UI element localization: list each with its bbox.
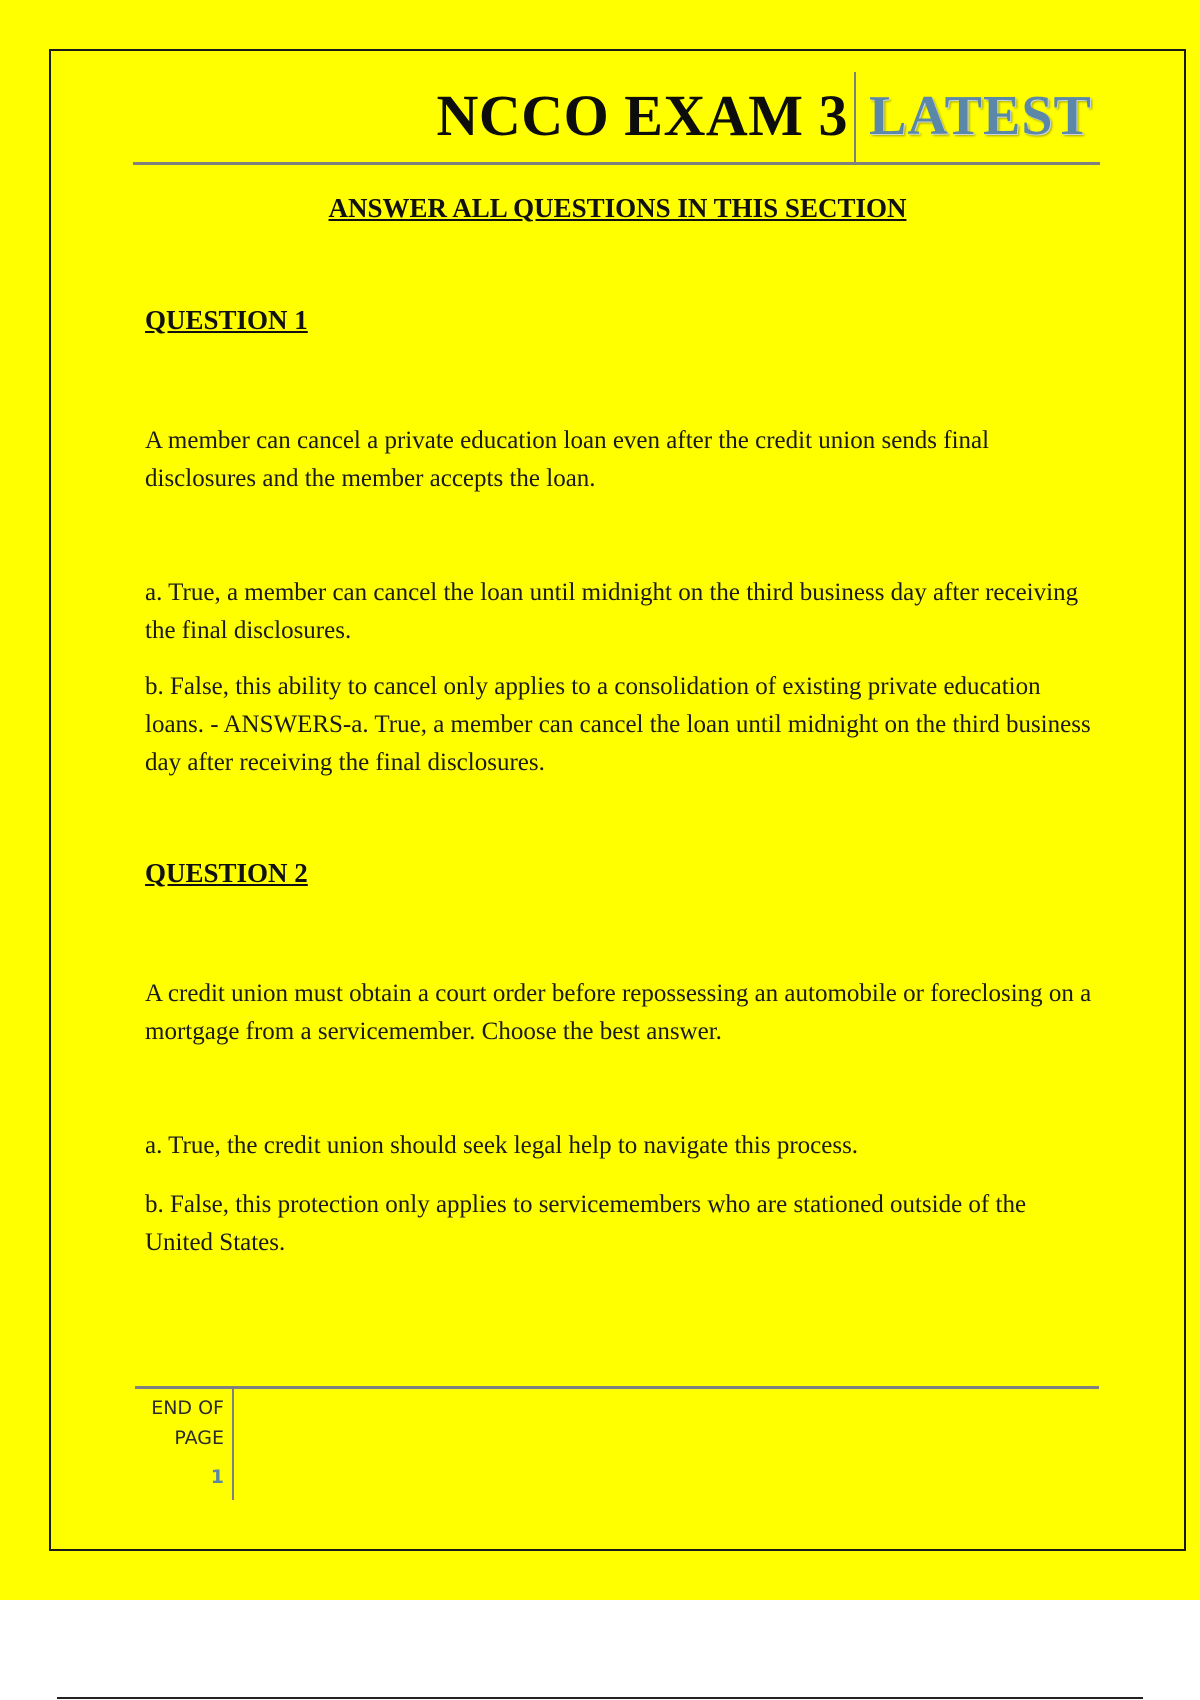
- question-2-option-a: a. True, the credit union should seek legal help to navigate this process.: [145, 1132, 859, 1159]
- question-2-prompt: A credit union must obtain a court order before repossessing an automobile or foreclosing on a mortgage from a servicemember. Choose the best answer.: [145, 980, 1092, 1045]
- question-1-option-b: b. False, this ability to cancel only applies to a consolidation of existing private education loans. - ANSWERS-a. True, a member can cancel the loan until midnight on the third business day after receiving the final disclosures.: [145, 673, 1091, 776]
- bottom-rule: [57, 1697, 1143, 1699]
- footer-line-2: PAGE: [174, 1427, 224, 1449]
- header-rule: [133, 162, 1100, 165]
- question-2-label: QUESTION 2: [145, 858, 308, 888]
- document-title: NCCO EXAM 3: [436, 83, 848, 148]
- question-1-option-a: a. True, a member can cancel the loan until midnight on the third business day after receiving the final disclosures.: [145, 579, 1079, 644]
- question-1-prompt: A member can cancel a private education loan even after the credit union sends final disclosures and the member accepts the loan.: [145, 427, 990, 492]
- page-border: [49, 49, 1186, 1551]
- header-divider: [854, 72, 856, 164]
- section-heading: ANSWER ALL QUESTIONS IN THIS SECTION: [328, 193, 907, 223]
- footer-divider: [232, 1388, 234, 1500]
- question-1-label: QUESTION 1: [145, 305, 308, 335]
- footer-line-1: END OF: [151, 1397, 224, 1419]
- page-number: 1: [210, 1466, 224, 1488]
- footer-end-of-page: [130, 1393, 224, 1453]
- question-2-option-b: b. False, this protection only applies to servicemembers who are stationed outside of the United States.: [145, 1191, 1027, 1256]
- document-header: [133, 72, 1100, 164]
- latest-tag: LATEST: [869, 85, 1092, 147]
- footer-rule: [135, 1386, 1099, 1389]
